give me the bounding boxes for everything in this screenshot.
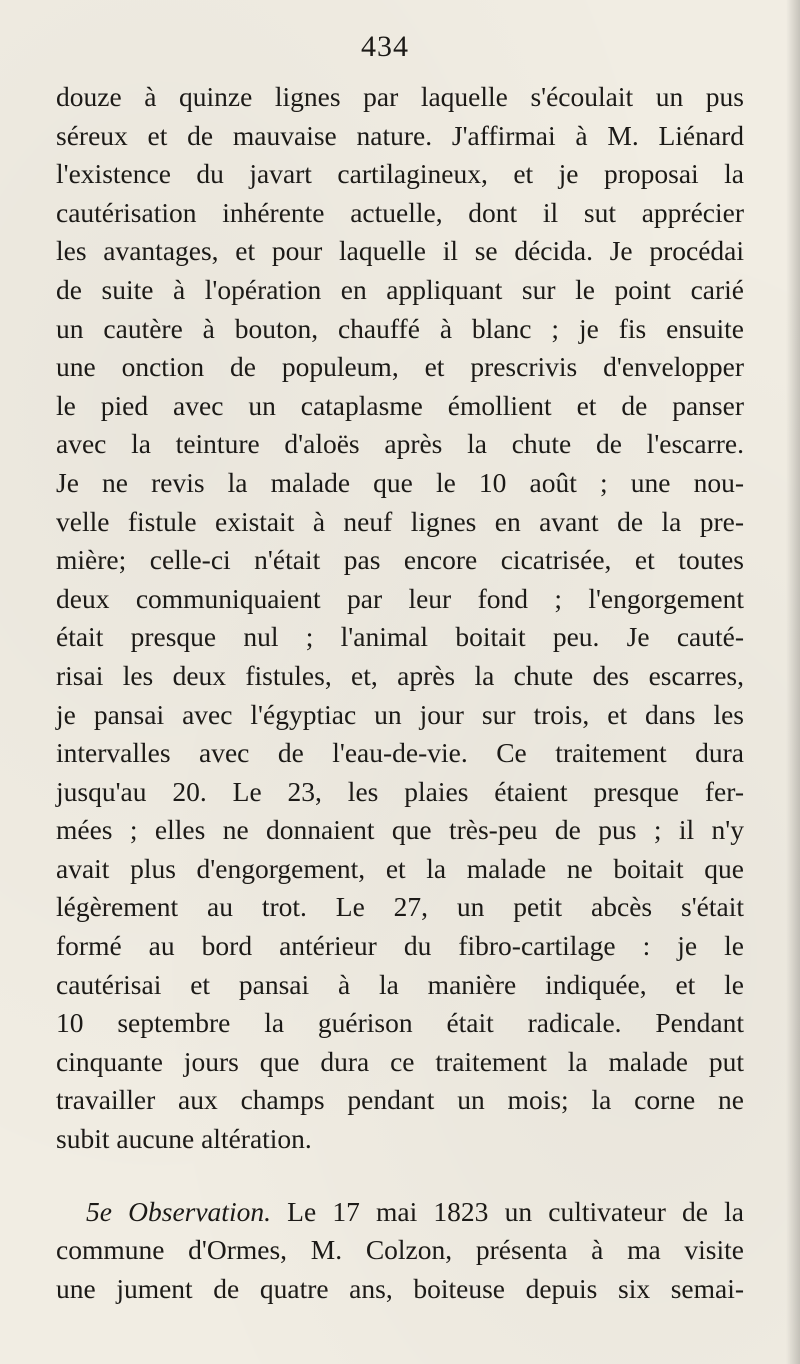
text-line: cautérisai et pansai à la manière indiquée, et le (56, 968, 744, 1000)
paragraph-gap (56, 1159, 744, 1193)
text-line: commune d'Ormes, M. Colzon, présenta à ma visite (56, 1234, 744, 1266)
text-line: mées ; elles ne donnaient que très-peu de pus ; il n'y (56, 814, 744, 846)
text-line: velle fistule existait à neuf lignes en avant de la pre- (56, 505, 744, 537)
text-line (56, 1193, 744, 1232)
text-line: séreux et de mauvaise nature. J'affirmai à M. Liénard (56, 119, 744, 151)
text-line: douze à quinze lignes par laquelle s'écoulait un pus (56, 81, 744, 112)
text-line: mière; celle-ci n'était pas encore cicatrisée, et toutes (56, 544, 744, 576)
text-line: les avantages, et pour laquelle il se décida. Je procédai (56, 235, 744, 267)
text-line: jusqu'au 20. Le 23, les plaies étaient presque fer- (56, 775, 744, 807)
text-line: l'existence du javart cartilagineux, et je proposai la (56, 158, 744, 190)
text-line: cinquante jours que dura ce traitement la malade put (56, 1045, 744, 1077)
text-line: formé au bord antérieur du fibro-cartilage : je le (56, 930, 744, 962)
text-line: travailler aux champs pendant un mois; la corne ne (56, 1084, 744, 1116)
page-number: 434 (361, 30, 409, 63)
text-line: était presque nul ; l'animal boitait peu. Je cauté- (56, 621, 744, 653)
text-line: deux communiquaient par leur fond ; l'engorgement (56, 582, 744, 614)
text-line: Je ne revis la malade que le 10 août ; une nou- (56, 466, 744, 498)
page-body (56, 78, 744, 1308)
text-line: légèrement au trot. Le 27, un petit abcès s'était (56, 891, 744, 923)
text-line: le pied avec un cataplasme émollient et de panser (56, 389, 744, 421)
text-line: une onction de populeum, et prescrivis d'envelopper (56, 351, 744, 383)
paragraph-fifth-observation (56, 1193, 744, 1309)
text-line: de suite à l'opération en appliquant sur le point carié (56, 273, 744, 305)
text-line: 10 septembre la guérison était radicale. Pendant (56, 1007, 744, 1039)
text-line: risai les deux fistules, et, après la chute des escarres, (56, 659, 744, 691)
text-line: subit aucune altération. (56, 1123, 312, 1155)
text-line: avait plus d'engorgement, et la malade ne boitait que (56, 852, 744, 884)
text-line: une jument de quatre ans, boiteuse depuis six semai- (56, 1272, 744, 1304)
text-line: avec la teinture d'aloës après la chute de l'escarre. (56, 428, 744, 460)
text-line: un cautère à bouton, chauffé à blanc ; je fis ensuite (56, 312, 744, 344)
observation-label: 5e Observation. (86, 1195, 271, 1227)
text-line: intervalles avec de l'eau-de-vie. Ce traitement dura (56, 737, 744, 769)
text-line: cautérisation inhérente actuelle, dont il sut apprécier (56, 196, 744, 228)
observation-intro: Le 17 mai 1823 un cultivateur de la (287, 1195, 745, 1227)
text-line: je pansai avec l'égyptiac un jour sur trois, et dans les (56, 698, 744, 730)
paragraph-javart-case (56, 78, 744, 1159)
page-edge-shadow (786, 0, 800, 1364)
